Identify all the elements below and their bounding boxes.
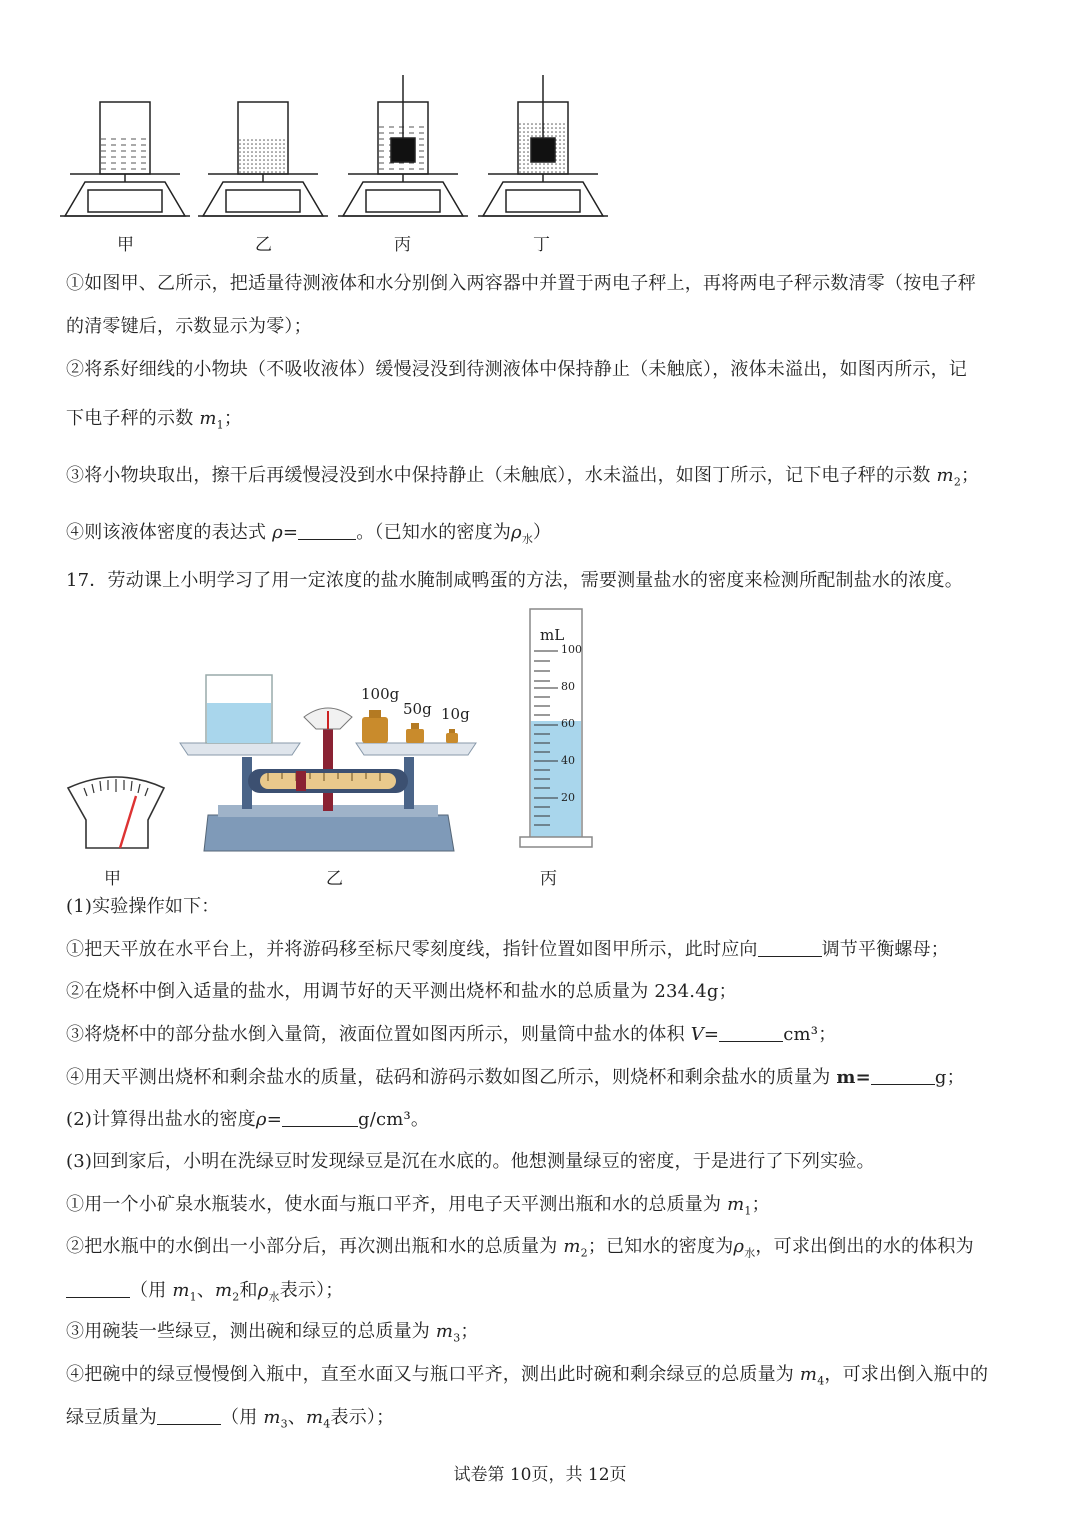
page-footer: 试卷第 10页，共 12页: [453, 1465, 627, 1485]
part2: (2)计算得出盐水的密度ρ= g/cm³。: [66, 1109, 430, 1130]
answer-blank[interactable]: [298, 523, 356, 540]
scale-yi: [198, 102, 328, 216]
step-1-line-2: 的清零键后，示数显示为零）；: [66, 316, 312, 337]
label-yi: 乙: [255, 235, 272, 255]
blank-density[interactable]: [282, 1110, 358, 1127]
step-4: ④则该液体密度的表达式 ρ= 。（已知水的密度为$\rho_水$）: [66, 522, 552, 546]
tick-100: 100: [561, 643, 582, 656]
blank-bean-mass[interactable]: [157, 1408, 221, 1425]
part1-title: (1)实验操作如下：: [66, 896, 220, 917]
p3-step3: ③用碗装一些绿豆，测出碗和绿豆的总质量为 $m_3$；: [66, 1321, 479, 1345]
step-3: ③将小物块取出，擦干后再缓慢浸没到水中保持静止（未触底），水未溢出，如图丁所示，记下电子秤的示数 $m_2$；: [66, 465, 980, 489]
p3-step4-line1: ④把碗中的绿豆慢慢倒入瓶中，直至水面又与瓶口平齐，测出此时碗和剩余绿豆的总质量为 $m_4$，可求出倒入瓶中的: [66, 1364, 989, 1388]
p1-step4: ④用天平测出烧杯和剩余盐水的质量，砝码和游码示数如图乙所示，则烧杯和剩余盐水的质量为 m= g；: [66, 1067, 965, 1088]
blank-volume[interactable]: [719, 1025, 783, 1042]
label-jia: 甲: [117, 235, 134, 255]
p3-step4-line2: 绿豆质量为 （用 $m_3$、$m_4$表示）；: [66, 1407, 395, 1431]
step-1-line-1: ①如图甲、乙所示，把适量待测液体和水分别倒入两容器中并置于两电子秤上，再将两电子秤示数清零（按电子秤: [66, 273, 976, 294]
label-fig-yi: 乙: [326, 869, 343, 889]
step-2-line-1: ②将系好细线的小物块（不吸收液体）缓慢浸没到待测液体中保持静止（未触底），液体未溢出，如图丙所示，记: [66, 359, 967, 380]
part3-title: (3)回到家后，小明在洗绿豆时发现绿豆是沉在水底的。他想测量绿豆的密度，于是进行了下列实验。: [66, 1151, 875, 1172]
weight-10g: 10g: [441, 705, 470, 723]
tick-20: 20: [561, 791, 575, 804]
blank-mass[interactable]: [871, 1068, 935, 1085]
balance-figure: [178, 665, 488, 860]
step-2-line-2: 下电子秤的示数 $m_1$；: [66, 408, 243, 432]
p3-step2-line2: （用 $m_1$、$m_2$和$\rho_水$表示）；: [66, 1281, 344, 1303]
q17-stem: 17．劳动课上小明学习了用一定浓度的盐水腌制咸鸭蛋的方法，需要测量盐水的密度来检测所配制盐水的浓度。: [66, 570, 963, 591]
cylinder-unit: mL: [540, 626, 565, 644]
p3-step2-line1: ②把水瓶中的水倒出一小部分后，再次测出瓶和水的总质量为 $m_2$；已知水的密度为$\rho_水$，可求出倒出的水的体积为: [66, 1236, 974, 1260]
p1-step2: ②在烧杯中倒入适量的盐水，用调节好的天平测出烧杯和盐水的总质量为 234.4g；: [66, 981, 737, 1002]
tick-60: 60: [561, 717, 575, 730]
scale-ding: [478, 75, 608, 216]
scale-jia: [60, 102, 190, 216]
label-fig-bing: 丙: [540, 869, 557, 889]
label-fig-jia: 甲: [104, 869, 121, 889]
label-bing: 丙: [394, 235, 411, 255]
blank-water-volume[interactable]: [66, 1281, 130, 1298]
p1-step3: ③将烧杯中的部分盐水倒入量筒，液面位置如图丙所示，则量筒中盐水的体积 V= cm³；: [66, 1024, 837, 1045]
label-ding: 丁: [533, 235, 550, 255]
tick-80: 80: [561, 680, 575, 693]
weight-100g: 100g: [361, 685, 400, 703]
blank-direction[interactable]: [758, 940, 822, 957]
rider: [296, 771, 306, 791]
scale-bing: [338, 75, 468, 216]
p1-step1: ①把天平放在水平台上，并将游码移至标尺零刻度线，指针位置如图甲所示，此时应向 调节平衡螺母；: [66, 939, 950, 960]
pointer-dial: [64, 770, 168, 852]
weight-50g: 50g: [403, 700, 432, 718]
tick-40: 40: [561, 754, 575, 767]
p3-step1: ①用一个小矿泉水瓶装水，使水面与瓶口平齐，用电子天平测出瓶和水的总质量为 $m_1$；: [66, 1194, 770, 1218]
